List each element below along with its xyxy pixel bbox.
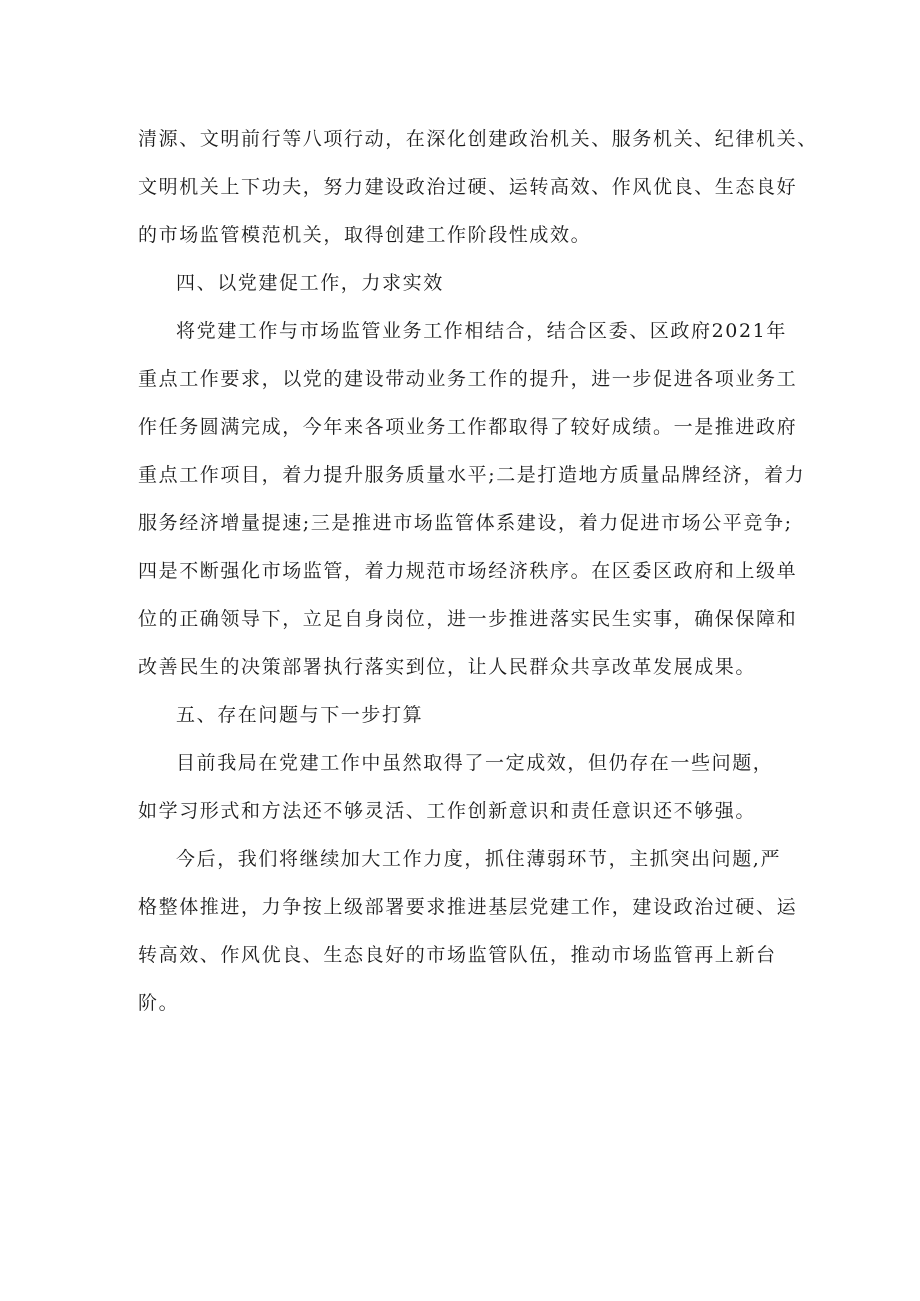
paragraph-line: 文明机关上下功夫，努力建设政治过硬、运转高效、作风优良、生态良好 xyxy=(138,176,798,198)
paragraph-line: 今后，我们将继续加大工作力度，抓住薄弱环节，主抓突出问题,严 xyxy=(176,848,782,870)
paragraph-line: 转高效、作风优良、生态良好的市场监管队伍，推动市场监管再上新台 xyxy=(138,944,777,966)
section-heading: 五、存在问题与下一步打算 xyxy=(176,704,424,726)
section-heading: 四、以党建促工作，力求实效 xyxy=(176,272,444,294)
paragraph-line: 阶。 xyxy=(138,992,180,1014)
paragraph-line: 目前我局在党建工作中虽然取得了一定成效，但仍存在一些问题， xyxy=(176,752,774,774)
paragraph-line: 改善民生的决策部署执行落实到位，让人民群众共享改革发展成果。 xyxy=(138,656,757,678)
paragraph-line: 服务经济增量提速;三是推进市场监管体系建设，着力促进市场公平竞争; xyxy=(138,512,793,534)
paragraph-line: 格整体推进，力争按上级部署要求推进基层党建工作，建设政治过硬、运 xyxy=(138,896,798,918)
paragraph-line: 清源、文明前行等八项行动，在深化创建政治机关、服务机关、纪律机关、 xyxy=(138,128,818,150)
paragraph-line: 四是不断强化市场监管，着力规范市场经济秩序。在区委区政府和上级单 xyxy=(138,560,798,582)
paragraph-line: 的市场监管模范机关，取得创建工作阶段性成效。 xyxy=(138,224,592,246)
paragraph-line: 重点工作要求，以党的建设带动业务工作的提升，进一步促进各项业务工 xyxy=(138,368,798,390)
paragraph-line: 将党建工作与市场监管业务工作相结合，结合区委、区政府2021年 xyxy=(176,320,787,342)
paragraph-line: 作任务圆满完成，今年来各项业务工作都取得了较好成绩。一是推进政府 xyxy=(138,416,798,438)
paragraph-line: 位的正确领导下，立足自身岗位，进一步推进落实民生实事，确保保障和 xyxy=(138,608,798,630)
paragraph-line: 如学习形式和方法还不够灵活、工作创新意识和责任意识还不够强。 xyxy=(138,800,757,822)
paragraph-line: 重点工作项目，着力提升服务质量水平;二是打造地方质量品牌经济，着力 xyxy=(138,464,806,486)
